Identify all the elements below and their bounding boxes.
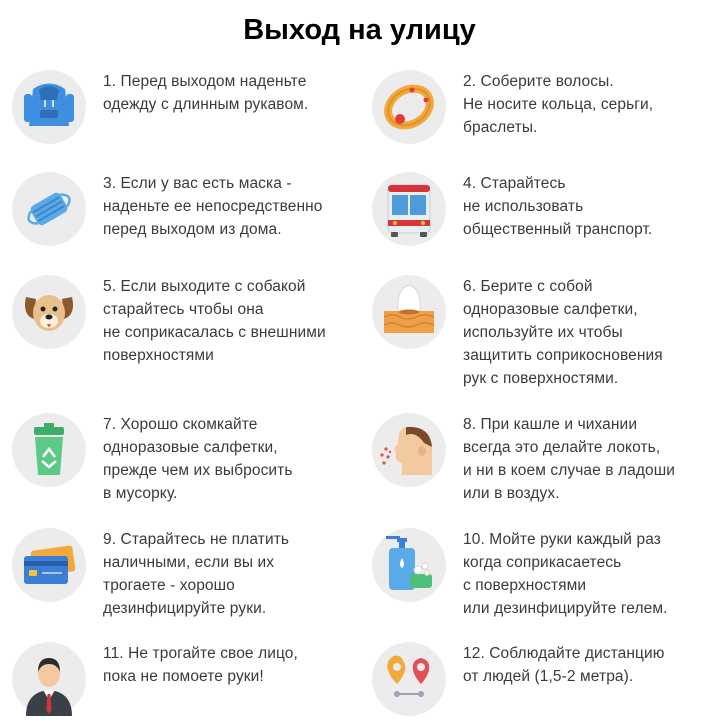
page-title: Выход на улицу [243, 14, 476, 46]
tip-text: 8. При кашле и чихании всегда это делайте локоть, и ни в коем случае в ладоши или в воздух. [463, 416, 676, 502]
tip-text: 11. Не трогайте свое лицо, пока не помоете руки! [103, 645, 298, 685]
person-icon [12, 642, 86, 716]
tip-text: 12. Соблюдайте дистанцию от людей (1,5-2 метра). [463, 645, 665, 685]
recycle-bin-icon [12, 413, 86, 487]
tip-text: 7. Хорошо скомкайте одноразовые салфетки, прежде чем их выбросить в мусорку. [103, 416, 293, 502]
tip-text: 4. Старайтесь не использовать общественный транспорт. [463, 175, 653, 238]
hoodie-icon [12, 70, 86, 144]
credit-card-icon [12, 528, 86, 602]
tip-text: 9. Старайтесь не платить наличными, если вы их трогаете - хорошо дезинфицируйте руки. [103, 531, 290, 617]
tip-text: 6. Берите с собой одноразовые салфетки, используйте их чтобы защитить соприкосновения рук с поверхностями. [463, 278, 663, 387]
tip-text: 10. Мойте руки каждый раз когда соприкасаетесь с поверхностями или дезинфицируйте гелем. [463, 531, 668, 617]
tissue-box-icon [372, 275, 446, 349]
distance-pins-icon [372, 642, 446, 716]
sneeze-icon [372, 413, 446, 487]
bus-icon [372, 172, 446, 246]
hand-soap-icon [372, 528, 446, 602]
tip-text: 3. Если у вас есть маска - наденьте ее непосредственно перед выходом из дома. [103, 175, 323, 238]
dog-icon [12, 275, 86, 349]
bracelet-icon [372, 70, 446, 144]
tip-text: 1. Перед выходом наденьте одежду с длинным рукавом. [103, 73, 309, 113]
face-mask-icon [12, 172, 86, 246]
tip-text: 5. Если выходите с собакой старайтесь чтобы она не соприкасалась с внешними поверхностями [103, 278, 326, 364]
tip-text: 2. Соберите волосы. Не носите кольца, серьги, браслеты. [463, 73, 654, 136]
